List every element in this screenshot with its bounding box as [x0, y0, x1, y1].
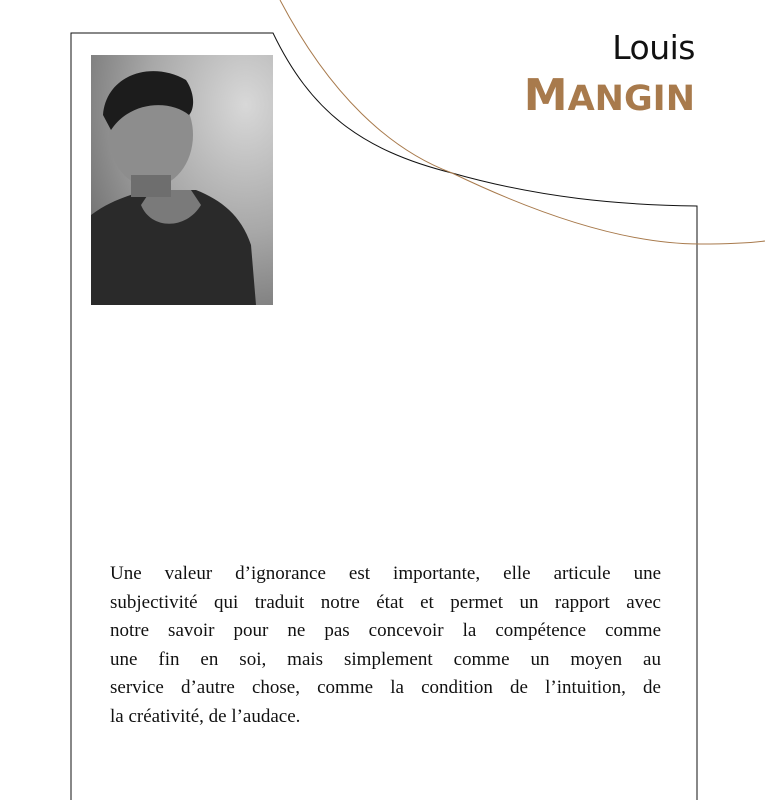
quote-paragraph: [110, 560, 661, 731]
quote-line: une fin en soi, mais simplement comme un moyen au: [110, 648, 661, 670]
last-name-rest: ANGIN: [567, 79, 695, 119]
last-name: [524, 70, 695, 121]
portrait-photo: [91, 55, 273, 305]
quote-line: notre savoir pour ne pas concevoir la compétence comme: [110, 620, 661, 641]
quote-line: Une valeur d’ignorance est importante, elle articule une: [110, 563, 661, 584]
quote-line: service d’autre chose, comme la condition de l’intuition, de: [110, 677, 661, 698]
quote-line: subjectivité qui traduit notre état et permet un rapport avec: [110, 591, 661, 613]
first-name: Louis: [612, 28, 695, 67]
last-name-initial: M: [523, 70, 568, 121]
quote-line: la créativité, de l’audace.: [110, 705, 301, 727]
